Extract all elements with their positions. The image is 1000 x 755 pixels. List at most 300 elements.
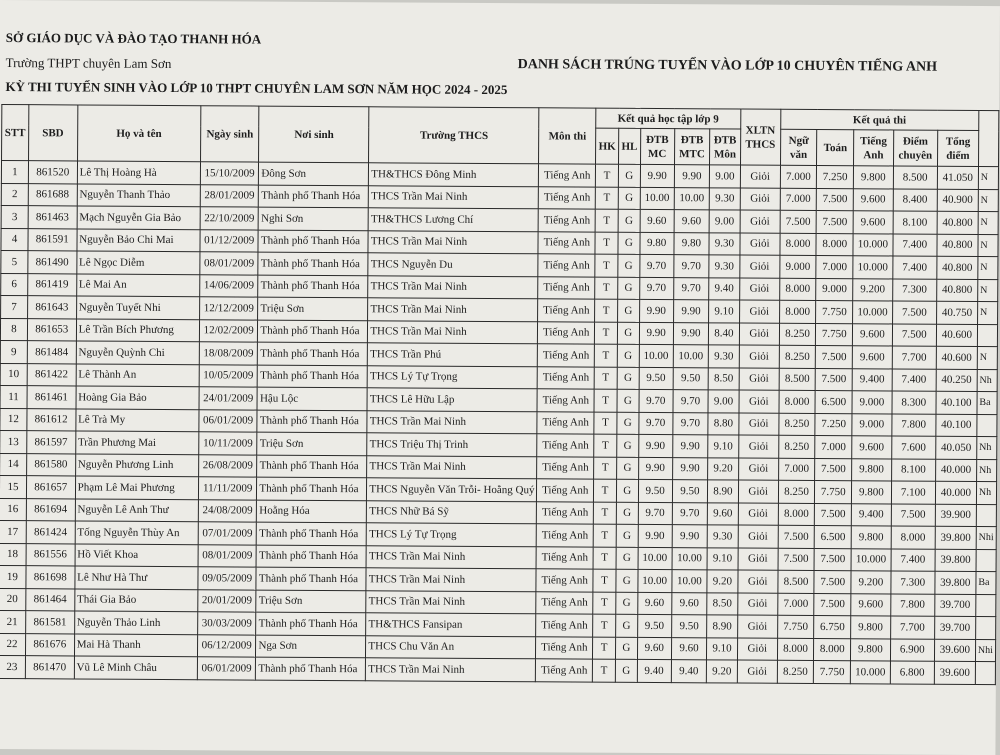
row-hk: T <box>595 299 618 322</box>
row-dtb-mtc: 9.70 <box>673 412 708 435</box>
row-ngu-van: 8.250 <box>779 323 816 346</box>
row-school: THCS Trần Mai Ninh <box>367 455 537 479</box>
row-note: Ba <box>977 391 997 414</box>
row-diem-chuyen: 7.300 <box>892 278 936 301</box>
department-heading: SỞ GIÁO DỤC VÀ ĐÀO TẠO THANH HÓA <box>5 30 262 47</box>
row-sbd: 861657 <box>26 476 75 499</box>
row-subject: Tiếng Anh <box>539 186 596 209</box>
row-xltn: Giỏi <box>738 593 778 616</box>
row-dtb-mc: 9.90 <box>638 524 672 547</box>
row-birthplace: Thành phố Thanh Hóa <box>257 455 367 478</box>
row-subject: Tiếng Anh <box>538 299 595 322</box>
row-xltn: Giỏi <box>737 638 777 661</box>
row-stt: 13 <box>0 431 27 454</box>
row-note <box>976 504 996 527</box>
row-sbd: 861676 <box>25 633 74 656</box>
row-dtb-mtc: 9.50 <box>672 480 707 503</box>
row-sbd: 861581 <box>26 611 75 634</box>
row-dtb-mc: 9.70 <box>638 502 672 525</box>
exam-heading: KỲ THI TUYỂN SINH VÀO LỚP 10 THPT CHUYÊN LAM SƠN NĂM HỌC 2024 - 2025 <box>5 79 508 98</box>
row-stt: 2 <box>1 183 28 206</box>
row-toan: 7.750 <box>815 480 852 503</box>
row-hl: G <box>617 434 639 457</box>
row-name: Nguyễn Bảo Chi Mai <box>77 228 200 251</box>
col-tieng-anh: Tiếng Anh <box>854 130 894 166</box>
row-hk: T <box>593 524 616 547</box>
row-stt: 14 <box>0 453 27 476</box>
row-birthplace: Hậu Lộc <box>257 387 367 410</box>
row-dtb-mtc: 9.90 <box>673 435 708 458</box>
row-dtb-mtc: 9.60 <box>671 637 706 660</box>
row-dtb-mon: 8.80 <box>708 412 739 435</box>
row-dob: 06/12/2009 <box>197 634 256 657</box>
row-stt: 16 <box>0 498 26 521</box>
row-subject: Tiếng Anh <box>537 434 594 457</box>
row-hl: G <box>616 524 638 547</box>
col-ngu-van: Ngữ văn <box>780 129 817 165</box>
row-toan: 6.500 <box>815 525 852 548</box>
row-subject: Tiếng Anh <box>538 254 595 277</box>
row-diem-chuyen: 7.400 <box>892 368 936 391</box>
row-diem-chuyen: 7.500 <box>892 301 936 324</box>
row-birthplace: Thành phố Thanh Hóa <box>256 612 366 635</box>
row-dtb-mtc: 9.40 <box>671 660 706 683</box>
row-sbd: 861580 <box>26 453 75 476</box>
row-stt: 23 <box>0 656 25 679</box>
row-stt: 8 <box>0 318 27 341</box>
row-note: Nhi <box>976 526 996 549</box>
row-note: N <box>978 279 998 302</box>
row-birthplace: Thành phố Thanh Hóa <box>258 320 368 343</box>
row-tong-diem: 41.050 <box>937 166 978 189</box>
row-dob: 22/10/2009 <box>200 207 259 230</box>
row-note: N <box>978 211 998 234</box>
row-note <box>976 549 996 572</box>
row-birthplace: Thành phố Thanh Hóa <box>256 545 366 568</box>
row-hk: T <box>594 434 617 457</box>
row-tieng-anh: 9.200 <box>851 571 891 594</box>
row-stt: 7 <box>1 296 28 319</box>
row-school: THCS Lê Hữu Lập <box>367 388 537 412</box>
row-xltn: Giỏi <box>737 615 777 638</box>
row-ngu-van: 7.000 <box>778 458 815 481</box>
row-xltn: Giỏi <box>738 570 778 593</box>
row-sbd: 861597 <box>27 431 76 454</box>
row-dtb-mc: 9.70 <box>639 389 673 412</box>
row-sbd: 861470 <box>25 656 74 679</box>
row-school: TH&THCS Lương Chí <box>368 208 538 232</box>
row-sbd: 861653 <box>27 318 76 341</box>
row-tong-diem: 40.250 <box>936 369 977 392</box>
row-dob: 11/11/2009 <box>198 477 257 500</box>
row-diem-chuyen: 7.800 <box>890 593 934 616</box>
row-toan: 7.500 <box>815 503 852 526</box>
row-dtb-mon: 9.00 <box>708 390 739 413</box>
row-tieng-anh: 10.000 <box>853 256 893 279</box>
row-school: THCS Nguyễn Văn Trỗi- Hoằng Quý <box>367 478 537 502</box>
row-name: Lê Như Hà Thư <box>75 566 198 589</box>
row-dob: 06/01/2009 <box>197 657 256 680</box>
row-dtb-mtc: 9.70 <box>673 390 708 413</box>
row-dtb-mon: 8.40 <box>708 322 739 345</box>
row-tong-diem: 39.800 <box>935 549 976 572</box>
row-ngu-van: 8.250 <box>779 413 816 436</box>
row-hk: T <box>595 164 618 187</box>
row-xltn: Giỏi <box>739 390 779 413</box>
row-birthplace: Hoằng Hóa <box>257 500 367 523</box>
col-subject: Môn thi <box>539 108 596 164</box>
row-hl: G <box>618 254 640 277</box>
row-dob: 14/06/2009 <box>200 274 259 297</box>
row-sbd: 861698 <box>26 566 75 589</box>
row-sbd: 861424 <box>26 521 75 544</box>
row-hk: T <box>593 502 616 525</box>
row-name: Nguyễn Thanh Thảo <box>77 183 200 206</box>
row-hl: G <box>618 164 640 187</box>
col-name: Họ và tên <box>77 105 201 162</box>
row-tieng-anh: 9.800 <box>851 638 891 661</box>
row-ngu-van: 8.250 <box>777 660 814 683</box>
row-subject: Tiếng Anh <box>537 479 594 502</box>
row-hk: T <box>593 637 616 660</box>
row-hk: T <box>592 659 615 682</box>
row-birthplace: Thành phố Thanh Hóa <box>256 567 366 590</box>
row-tieng-anh: 9.600 <box>853 211 893 234</box>
row-toan: 7.500 <box>817 188 854 211</box>
row-sbd: 861464 <box>26 588 75 611</box>
row-toan: 8.000 <box>814 638 851 661</box>
row-dtb-mc: 9.90 <box>638 457 672 480</box>
row-toan: 7.000 <box>815 435 852 458</box>
row-xltn: Giỏi <box>740 188 780 211</box>
row-sbd: 861419 <box>28 273 77 296</box>
row-school: TH&THCS Đông Minh <box>369 163 539 187</box>
row-hl: G <box>617 389 639 412</box>
row-dtb-mon: 9.30 <box>707 525 738 548</box>
row-tieng-anh: 9.800 <box>852 481 892 504</box>
row-tieng-anh: 9.200 <box>853 278 893 301</box>
row-school: THCS Trần Mai Ninh <box>366 590 536 614</box>
row-dtb-mtc: 9.60 <box>674 210 709 233</box>
row-ngu-van: 8.000 <box>778 503 815 526</box>
col-dob: Ngày sinh <box>200 106 259 162</box>
row-subject: Tiếng Anh <box>536 591 593 614</box>
row-subject: Tiếng Anh <box>537 389 594 412</box>
row-dtb-mtc: 10.00 <box>673 345 708 368</box>
col-diem-chuyen: Điểm chuyên <box>893 130 937 166</box>
row-subject: Tiếng Anh <box>536 659 593 682</box>
col-sbd: SBD <box>28 105 77 161</box>
row-diem-chuyen: 8.500 <box>893 166 937 189</box>
row-tieng-anh: 9.400 <box>852 368 892 391</box>
row-name: Mạch Nguyễn Gia Bảo <box>77 206 200 229</box>
row-dtb-mc: 9.50 <box>639 367 673 390</box>
row-note: Nh <box>976 481 996 504</box>
row-stt: 12 <box>0 408 27 431</box>
row-dtb-mc: 9.40 <box>637 659 671 682</box>
row-tong-diem: 40.800 <box>937 256 978 279</box>
row-hl: G <box>617 344 639 367</box>
row-xltn: Giỏi <box>737 660 777 683</box>
row-tong-diem: 40.000 <box>935 481 976 504</box>
row-dtb-mtc: 9.80 <box>674 232 709 255</box>
row-dob: 24/08/2009 <box>198 499 257 522</box>
row-stt: 18 <box>0 543 26 566</box>
row-hk: T <box>595 254 618 277</box>
row-hl: G <box>616 569 638 592</box>
row-hk: T <box>594 344 617 367</box>
row-xltn: Giỏi <box>738 525 778 548</box>
row-school: THCS Trần Mai Ninh <box>369 185 539 209</box>
row-dtb-mc: 9.90 <box>640 164 674 187</box>
row-dob: 20/01/2009 <box>198 589 257 612</box>
row-hl: G <box>616 592 638 615</box>
row-hl: G <box>616 547 638 570</box>
row-stt: 3 <box>1 206 28 229</box>
row-subject: Tiếng Anh <box>539 209 596 232</box>
row-sbd: 861591 <box>28 228 77 251</box>
row-toan: 7.750 <box>814 660 851 683</box>
row-dtb-mc: 9.70 <box>638 412 672 435</box>
row-toan: 7.500 <box>816 368 853 391</box>
row-hk: T <box>594 367 617 390</box>
row-birthplace: Thành phố Thanh Hóa <box>257 477 367 500</box>
col-toan: Toán <box>817 129 854 165</box>
row-hl: G <box>618 299 640 322</box>
row-stt: 11 <box>0 386 27 409</box>
row-dtb-mon: 9.20 <box>708 457 739 480</box>
row-ngu-van: 8.000 <box>780 233 817 256</box>
row-hk: T <box>595 187 618 210</box>
row-school: THCS Chu Văn An <box>366 635 536 659</box>
row-tong-diem: 40.800 <box>937 234 978 257</box>
row-dtb-mon: 9.20 <box>707 570 738 593</box>
row-tieng-anh: 9.600 <box>853 188 893 211</box>
row-dtb-mtc: 9.90 <box>672 457 707 480</box>
row-ngu-van: 8.250 <box>779 345 816 368</box>
row-dtb-mc: 10.00 <box>638 547 672 570</box>
row-sbd: 861484 <box>27 341 76 364</box>
row-stt: 9 <box>0 341 27 364</box>
row-name: Phạm Lê Mai Phương <box>75 476 198 499</box>
col-dtb-mon: ĐTB Môn <box>710 129 741 165</box>
row-toan: 7.500 <box>816 210 853 233</box>
row-name: Lê Mai An <box>76 273 199 296</box>
row-dtb-mon: 9.10 <box>707 547 738 570</box>
row-ngu-van: 8.250 <box>778 435 815 458</box>
table-row <box>0 656 995 685</box>
row-tieng-anh: 9.800 <box>851 616 891 639</box>
row-name: Hoàng Gia Bảo <box>76 386 199 409</box>
row-note: Nh <box>977 436 997 459</box>
col-extra <box>978 110 998 166</box>
row-dob: 12/12/2009 <box>199 297 258 320</box>
row-school: THCS Lý Tự Trọng <box>367 365 537 389</box>
row-birthplace: Thành phố Thanh Hóa <box>256 657 366 680</box>
row-xltn: Giỏi <box>740 233 780 256</box>
row-hl: G <box>617 479 639 502</box>
row-subject: Tiếng Anh <box>538 276 595 299</box>
row-note: N <box>978 189 998 212</box>
row-dob: 10/11/2009 <box>199 432 258 455</box>
row-ngu-van: 8.000 <box>779 278 816 301</box>
row-dtb-mc: 9.70 <box>639 254 673 277</box>
row-dtb-mon: 9.20 <box>706 660 737 683</box>
row-tieng-anh: 9.800 <box>852 458 892 481</box>
row-dtb-mc: 9.70 <box>639 277 673 300</box>
row-stt: 4 <box>1 228 28 251</box>
row-note: N <box>978 166 998 189</box>
row-sbd: 861694 <box>26 498 75 521</box>
row-dtb-mon: 8.90 <box>707 615 738 638</box>
row-dob: 10/05/2009 <box>199 364 258 387</box>
row-tieng-anh: 10.000 <box>850 661 890 684</box>
row-tong-diem: 39.800 <box>935 526 976 549</box>
row-diem-chuyen: 8.100 <box>893 211 937 234</box>
col-hk: HK <box>596 128 619 164</box>
row-subject: Tiếng Anh <box>538 321 595 344</box>
row-xltn: Giỏi <box>739 323 779 346</box>
row-tieng-anh: 10.000 <box>853 301 893 324</box>
row-toan: 8.000 <box>816 233 853 256</box>
row-toan: 7.500 <box>814 570 851 593</box>
row-hl: G <box>617 412 639 435</box>
row-tong-diem: 40.050 <box>936 436 977 459</box>
row-ngu-van: 8.500 <box>778 570 815 593</box>
row-dob: 08/01/2009 <box>198 544 257 567</box>
row-xltn: Giỏi <box>740 165 780 188</box>
row-tong-diem: 40.900 <box>937 189 978 212</box>
row-tong-diem: 39.600 <box>934 661 975 684</box>
row-tieng-anh: 9.000 <box>852 391 892 414</box>
row-dob: 09/05/2009 <box>198 567 257 590</box>
row-sbd: 861688 <box>28 183 77 206</box>
row-diem-chuyen: 6.800 <box>890 661 934 684</box>
row-ngu-van: 8.250 <box>778 480 815 503</box>
row-hl: G <box>617 322 639 345</box>
row-name: Vũ Lê Minh Châu <box>74 656 197 679</box>
row-tong-diem: 40.100 <box>936 414 977 437</box>
row-tieng-anh: 9.600 <box>851 593 891 616</box>
row-name: Nguyễn Tuyết Nhi <box>76 296 199 319</box>
row-dtb-mtc: 9.90 <box>672 525 707 548</box>
row-sbd: 861463 <box>28 206 77 229</box>
row-dtb-mtc: 9.70 <box>673 277 708 300</box>
col-group-grade9: Kết quả học tập lớp 9 <box>596 108 741 129</box>
row-subject: Tiếng Anh <box>537 411 594 434</box>
row-stt: 21 <box>0 611 26 634</box>
row-toan: 7.500 <box>815 458 852 481</box>
row-school: THCS Trần Mai Ninh <box>368 298 538 322</box>
row-name: Lê Trần Bích Phương <box>76 318 199 341</box>
row-name: Lê Ngọc Diễm <box>77 251 200 274</box>
row-school: THCS Nguyễn Du <box>368 253 538 277</box>
row-diem-chuyen: 7.600 <box>891 436 935 459</box>
row-ngu-van: 7.500 <box>780 210 817 233</box>
row-tong-diem: 39.800 <box>935 571 976 594</box>
row-hk: T <box>595 232 618 255</box>
row-tong-diem: 40.800 <box>937 211 978 234</box>
row-birthplace: Thành phố Thanh Hóa <box>257 410 367 433</box>
row-sbd: 861490 <box>28 251 77 274</box>
row-school: THCS Trần Mai Ninh <box>367 410 537 434</box>
row-tieng-anh: 9.600 <box>852 436 892 459</box>
row-birthplace: Thành phố Thanh Hóa <box>257 522 367 545</box>
row-hl: G <box>616 614 638 637</box>
row-dtb-mc: 9.50 <box>637 614 671 637</box>
row-toan: 7.500 <box>814 548 851 571</box>
row-birthplace: Nghi Sơn <box>259 207 369 230</box>
row-hl: G <box>618 232 640 255</box>
row-tieng-anh: 9.400 <box>851 503 891 526</box>
row-dtb-mon: 9.10 <box>709 300 740 323</box>
row-tong-diem: 39.600 <box>934 639 975 662</box>
row-xltn: Giỏi <box>739 278 779 301</box>
row-dtb-mon: 8.50 <box>707 592 738 615</box>
row-tieng-anh: 10.000 <box>851 548 891 571</box>
row-toan: 7.000 <box>816 255 853 278</box>
row-dob: 06/01/2009 <box>199 409 258 432</box>
row-tong-diem: 39.700 <box>934 616 975 639</box>
row-toan: 7.500 <box>814 593 851 616</box>
col-dtb-mc: ĐTB MC <box>640 128 675 164</box>
row-name: Nguyễn Quỳnh Chi <box>76 341 199 364</box>
row-birthplace: Thành phố Thanh Hóa <box>258 230 368 253</box>
row-xltn: Giỏi <box>739 345 779 368</box>
row-hk: T <box>593 592 616 615</box>
row-hl: G <box>618 277 640 300</box>
col-xltn: XLTN THCS <box>740 109 780 165</box>
row-name: Lê Trà My <box>76 408 199 431</box>
row-xltn: Giỏi <box>739 368 779 391</box>
row-birthplace: Triệu Sơn <box>257 432 367 455</box>
row-dob: 15/10/2009 <box>200 162 259 185</box>
row-subject: Tiếng Anh <box>536 636 593 659</box>
row-name: Tống Nguyễn Thùy An <box>75 521 198 544</box>
row-ngu-van: 7.500 <box>778 525 815 548</box>
row-dtb-mtc: 10.00 <box>672 547 707 570</box>
row-dtb-mtc: 10.00 <box>672 570 707 593</box>
row-diem-chuyen: 7.400 <box>893 233 937 256</box>
row-diem-chuyen: 7.300 <box>891 571 935 594</box>
row-hk: T <box>594 412 617 435</box>
row-hl: G <box>616 502 638 525</box>
row-ngu-van: 9.000 <box>779 255 816 278</box>
row-note: Nh <box>976 459 996 482</box>
row-note <box>976 594 996 617</box>
row-hk: T <box>594 457 617 480</box>
row-birthplace: Thành phố Thanh Hóa <box>258 275 368 298</box>
row-dtb-mtc: 9.90 <box>673 322 708 345</box>
row-dtb-mon: 9.00 <box>709 210 740 233</box>
row-stt: 17 <box>0 521 26 544</box>
row-sbd: 861422 <box>27 363 76 386</box>
row-stt: 6 <box>1 273 28 296</box>
col-birthplace: Nơi sinh <box>259 106 369 163</box>
row-tieng-anh: 9.600 <box>853 323 893 346</box>
row-dtb-mtc: 9.90 <box>673 300 708 323</box>
row-subject: Tiếng Anh <box>537 501 594 524</box>
row-diem-chuyen: 7.700 <box>892 346 936 369</box>
row-dtb-mc: 10.00 <box>637 569 671 592</box>
row-note <box>975 661 995 684</box>
row-subject: Tiếng Anh <box>539 164 596 187</box>
row-note: N <box>977 301 997 324</box>
row-dtb-mc: 10.00 <box>639 344 673 367</box>
row-note: N <box>977 346 997 369</box>
row-diem-chuyen: 7.700 <box>890 616 934 639</box>
row-subject: Tiếng Anh <box>536 614 593 637</box>
